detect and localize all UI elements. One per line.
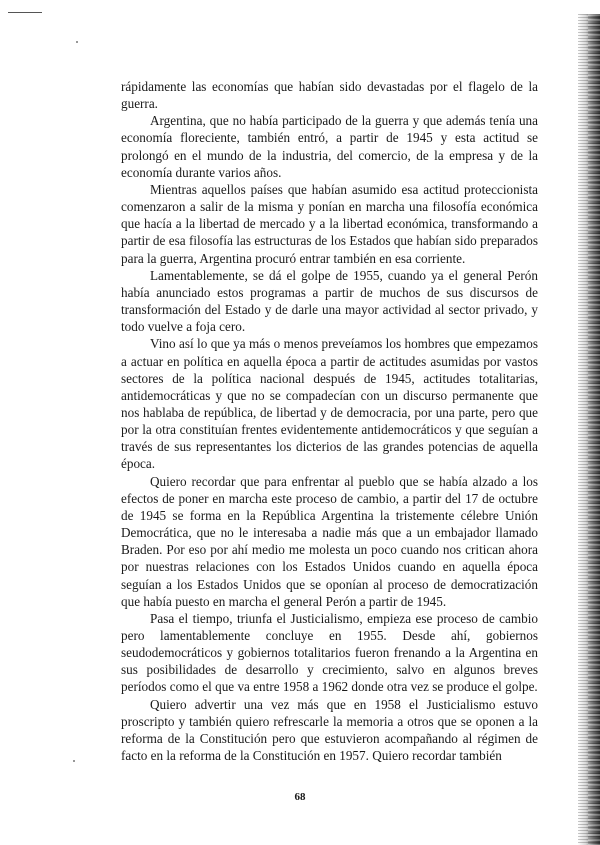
paragraph: Mientras aquellos países que habían asumido esa actitud proteccionista comenzaron a salir de la misma y ponían en marcha una filosofía económica que hacía a la libertad de mercado y a la libertad económica, transformando a partir de esa filosofía las estructuras de los Estados que habían sido preparados para la guerra, Argentina procuró entrar también en esa corriente. <box>121 181 538 266</box>
scan-speck <box>76 41 78 43</box>
paragraph-continued: rápidamente las economías que habían sido devastadas por el flagelo de la guerra. <box>121 79 538 112</box>
scan-speck <box>73 760 75 762</box>
page-number: 68 <box>294 791 306 803</box>
paragraph: Pasa el tiempo, triunfa el Justicialismo, empieza ese proceso de cambio pero lamentablemente concluye en 1955. Desde ahí, gobiernos seudodemocráticos y gobiernos totalitarios fueron frenando a la Argentina en sus posibilidades de desarrollo y crecimiento, salvo en algunos breves períodos como el que va entre 1958 a 1962 donde otra vez se produce el golpe. <box>121 610 538 695</box>
paragraph: Lamentablemente, se dá el golpe de 1955, cuando ya el general Perón había anunciado estos programas a partir de muchos de sus discursos de transformación del Estado y de darle una mayor actividad al sector privado, y todo vuelve a foja cero. <box>121 267 538 335</box>
page-body-text <box>121 78 538 764</box>
paragraph: Argentina, que no había participado de la guerra y que además tenía una economía floreciente, también entró, a partir de 1945 y esta actitud se prolongó en el mundo de la industria, del comercio, de la empresa y de la economía durante varios años. <box>121 113 538 180</box>
scanned-binding-edge <box>578 14 600 845</box>
paragraph: Quiero advertir una vez más que en 1958 el Justicialismo estuvo proscripto y también quiero refrescarle la memoria a otros que se oponen a la reforma de la Constitución pero que estuvieron acompañando al régimen de facto en la reforma de la Constitución en 1957. Quiero recordar también <box>121 696 538 764</box>
paragraph: Quiero recordar que para enfrentar al pueblo que se había alzado a los efectos de poner en marcha este proceso de cambio, a partir del 17 de octubre de 1945 se forma en la República Argentina la tristemente célebre Unión Democrática, que no le interesaba a nadie más que a un embajador llamado Braden. Por eso por ahí medio me molesta un poco cuando nos critican ahora por nuestras relaciones con los Estados Unidos cuando en aquella época seguían a los Estados Unidos que se oponían al proceso de democratización que había puesto en marcha el general Perón a partir de 1945. <box>121 473 538 609</box>
paragraph: Vino así lo que ya más o menos preveíamos los hombres que empezamos a actuar en política en aquella época a partir de actitudes asumidas por vastos sectores de la política nacional después de 1945, actitudes totalitarias, antidemocráticas y que no se compadecían con un discurso permanente que nos hablaba de república, de libertad y de democracia, por una parte, pero que por la otra constituían frentes evidentemente antidemocráticos y que seguían a través de sus representantes los dicterios de las grandes potencias de aquella época. <box>121 336 538 472</box>
top-margin-rule <box>8 12 42 13</box>
